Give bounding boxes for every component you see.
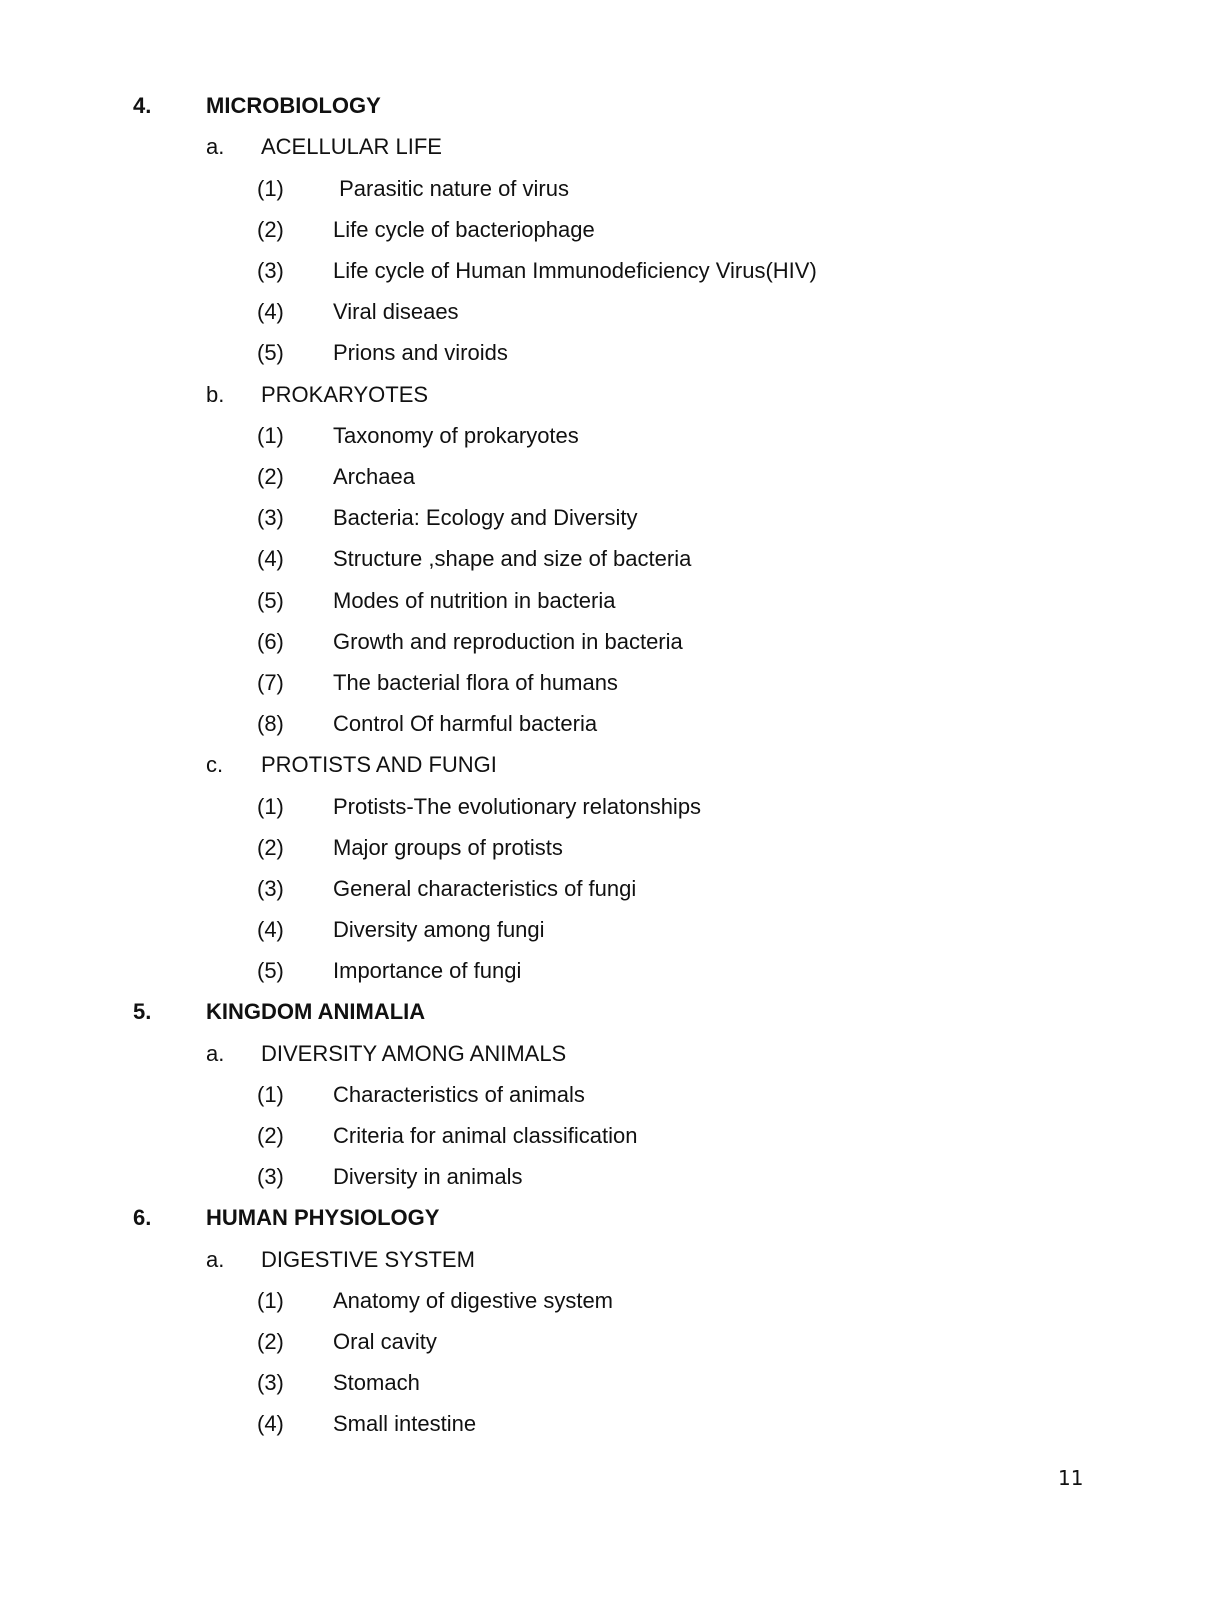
item-text: The bacterial flora of humans (333, 670, 618, 695)
item-number: (6) (257, 629, 284, 654)
item-number: (3) (257, 505, 284, 530)
item-number: (4) (257, 546, 284, 571)
item-number: (1) (257, 1288, 284, 1313)
item-text: Prions and viroids (333, 340, 508, 365)
item-text: Structure ,shape and size of bacteria (333, 546, 692, 571)
item-number: (1) (257, 423, 284, 448)
item-number: (3) (257, 1164, 284, 1189)
item-text: Growth and reproduction in bacteria (333, 629, 683, 654)
item-text: Modes of nutrition in bacteria (333, 588, 616, 613)
item-text: Major groups of protists (333, 835, 563, 860)
item-number: (5) (257, 958, 284, 983)
item-number: (2) (257, 217, 284, 242)
item-text: Life cycle of Human Immunodeficiency Virus(HIV) (333, 258, 817, 283)
item-number: (3) (257, 1370, 284, 1395)
item-number: (1) (257, 176, 284, 201)
item-text: Criteria for animal classification (333, 1123, 638, 1148)
item-number: (2) (257, 1329, 284, 1354)
item-number: (1) (257, 794, 284, 819)
section-number: 5. (133, 999, 152, 1024)
item-number: (4) (257, 299, 284, 324)
item-number: (2) (257, 464, 284, 489)
subsection-title: DIGESTIVE SYSTEM (261, 1247, 475, 1272)
item-text: General characteristics of fungi (333, 876, 637, 901)
item-text: Oral cavity (333, 1329, 437, 1354)
section-number: 6. (133, 1205, 152, 1230)
subsection-letter: c. (206, 752, 224, 777)
item-text: Importance of fungi (333, 958, 522, 983)
item-text: Life cycle of bacteriophage (333, 217, 595, 242)
item-text: Diversity among fungi (333, 917, 545, 942)
item-number: (5) (257, 588, 284, 613)
item-text: Anatomy of digestive system (333, 1288, 614, 1313)
subsection-letter: a. (206, 1247, 225, 1272)
section-title: HUMAN PHYSIOLOGY (206, 1205, 440, 1230)
subsection-letter: a. (206, 134, 225, 159)
item-number: (1) (257, 1082, 284, 1107)
subsection-letter: b. (206, 382, 225, 407)
item-number: (3) (257, 876, 284, 901)
item-text: Diversity in animals (333, 1164, 523, 1189)
subsection-letter: a. (206, 1041, 225, 1066)
item-text: Small intestine (333, 1411, 477, 1436)
item-text: Stomach (333, 1370, 420, 1395)
section-number: 4. (133, 93, 152, 118)
item-text: Viral diseaes (333, 299, 459, 324)
subsection-title: PROKARYOTES (261, 382, 429, 407)
item-number: (2) (257, 1123, 284, 1148)
item-number: (4) (257, 917, 284, 942)
item-text: Archaea (333, 464, 415, 489)
item-text: Taxonomy of prokaryotes (333, 423, 579, 448)
section-title: MICROBIOLOGY (206, 93, 381, 118)
item-number: (7) (257, 670, 284, 695)
item-text: Protists-The evolutionary relatonships (333, 794, 702, 819)
item-text: Characteristics of animals (333, 1082, 585, 1107)
item-text: Parasitic nature of virus (333, 176, 569, 201)
subsection-title: DIVERSITY AMONG ANIMALS (261, 1041, 567, 1066)
subsection-title: PROTISTS AND FUNGI (261, 752, 497, 777)
item-number: (3) (257, 258, 284, 283)
item-text: Bacteria: Ecology and Diversity (333, 505, 638, 530)
section-title: KINGDOM ANIMALIA (206, 999, 426, 1024)
item-number: (4) (257, 1411, 284, 1436)
item-text: Control Of harmful bacteria (333, 711, 598, 736)
item-number: (2) (257, 835, 284, 860)
item-number: (5) (257, 340, 284, 365)
item-number: (8) (257, 711, 284, 736)
page-number: 11 (1058, 1466, 1084, 1490)
subsection-title: ACELLULAR LIFE (261, 134, 442, 159)
